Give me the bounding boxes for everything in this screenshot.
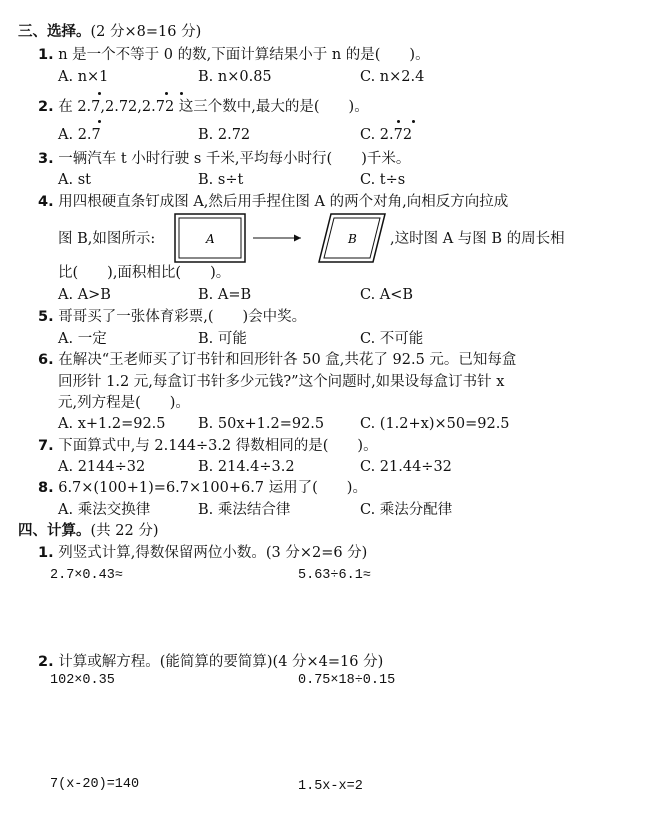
- repeating-decimal-dot: [98, 120, 101, 123]
- option-c: C. n×2.4: [360, 69, 425, 85]
- question-text: 用四根硬直条钉成图 A,然后用手捏住图 A 的两个对角,向相反方向拉成: [58, 194, 509, 210]
- repeating-decimal-dot: [98, 92, 101, 95]
- figure-b-label: B: [348, 232, 357, 246]
- question-number: 3.: [38, 151, 54, 167]
- question-8: [38, 478, 367, 498]
- repeating-decimal-dot: [165, 92, 168, 95]
- question-4: [38, 192, 508, 212]
- question-text: 在解决“王老师买了订书针和回形针各 50 盒,共花了 92.5 元。已知每盒: [58, 352, 517, 368]
- section-score: (共 22 分): [90, 523, 159, 539]
- question-3: [38, 149, 410, 169]
- option-b: B. n×0.85: [198, 69, 272, 85]
- equation: 1.5x-x=2: [298, 779, 363, 794]
- option-a: A. 乘法交换律: [58, 502, 151, 518]
- option-b: B. 2.72: [198, 127, 251, 143]
- question-1: [38, 45, 430, 65]
- question-4-line-2b: ,这时图 A 与图 B 的周长相: [390, 231, 565, 247]
- option-c: C. 乘法分配律: [360, 502, 453, 518]
- option-a: A. st: [58, 172, 91, 188]
- option-b: B. 50x+1.2=92.5: [198, 416, 325, 432]
- option-a: A. n×1: [58, 69, 109, 85]
- option-c: C. 21.44÷32: [360, 459, 452, 475]
- option-a: A. 一定: [58, 331, 107, 347]
- question-text: n 是一个不等于 0 的数,下面计算结果小于 n 的是( )。: [58, 47, 430, 63]
- question-number: 4.: [38, 194, 54, 210]
- option-c: C. A<B: [360, 287, 414, 303]
- section-3-header: [18, 22, 201, 42]
- repeating-decimal-dot: [397, 120, 400, 123]
- figure-a-label: A: [206, 232, 215, 246]
- option-c: C. 不可能: [360, 331, 424, 347]
- question-5: [38, 307, 306, 327]
- option-a: A. x+1.2=92.5: [58, 416, 166, 432]
- option-b: B. s÷t: [198, 172, 244, 188]
- repeating-decimal-dot: [412, 120, 415, 123]
- question-6-line-3: 元,列方程是( )。: [58, 395, 190, 411]
- question-number: 5.: [38, 309, 54, 325]
- question-6-line-2: 回形针 1.2 元,每盒订书针多少元钱?”这个问题时,如果设每盒订书针 x: [58, 374, 505, 390]
- question-text: 列竖式计算,得数保留两位小数。(3 分×2=6 分): [58, 545, 368, 561]
- option-b: B. A=B: [198, 287, 252, 303]
- option-c: C. 2.72: [360, 127, 413, 143]
- question-text: 计算或解方程。(能简算的要简算)(4 分×4=16 分): [58, 654, 384, 670]
- calc-1: [38, 543, 367, 563]
- option-c: C. t÷s: [360, 172, 406, 188]
- question-number: 2.: [38, 654, 54, 670]
- question-4-line-2a: 图 B,如图所示:: [58, 231, 156, 247]
- question-number: 7.: [38, 438, 54, 454]
- section-title: 三、选择。: [18, 23, 91, 40]
- option-a: A. A>B: [58, 287, 111, 303]
- calc-expression: 2.7×0.43≈: [50, 568, 123, 583]
- option-b: B. 可能: [198, 331, 247, 347]
- calc-expression: 0.75×18÷0.15: [298, 673, 396, 688]
- question-7: [38, 436, 378, 456]
- question-6: [38, 350, 516, 370]
- question-text: 一辆汽车 t 小时行驶 s 千米,平均每小时行( )千米。: [58, 151, 411, 167]
- calc-2: [38, 652, 383, 672]
- option-b: B. 214.4÷3.2: [198, 459, 295, 475]
- question-number: 1.: [38, 545, 54, 561]
- calc-expression: 5.63÷6.1≈: [298, 568, 371, 583]
- question-text: 下面算式中,与 2.144÷3.2 得数相同的是( )。: [58, 438, 378, 454]
- question-text: 哥哥买了一张体育彩票,( )会中奖。: [58, 309, 307, 325]
- calc-expression: 102×0.35: [50, 673, 115, 688]
- question-number: 1.: [38, 47, 54, 63]
- question-number: 8.: [38, 480, 54, 496]
- option-a: A. 2.7: [58, 127, 101, 143]
- question-4-line-3: 比( ),面积相比( )。: [58, 265, 231, 281]
- option-a: A. 2144÷32: [58, 459, 146, 475]
- repeating-decimal-dot: [180, 92, 183, 95]
- section-4-header: [18, 521, 158, 541]
- question-number: 6.: [38, 352, 54, 368]
- question-text: 在 2.7,2.72,2.72 这三个数中,最大的是( )。: [58, 99, 369, 115]
- option-c: C. (1.2+x)×50=92.5: [360, 416, 510, 432]
- question-text: 6.7×(100+1)=6.7×100+6.7 运用了( )。: [58, 480, 367, 496]
- equation: 7(x-20)=140: [50, 777, 140, 792]
- section-title: 四、计算。: [18, 522, 91, 539]
- question-2: [38, 97, 369, 117]
- rectangle-to-parallelogram-figure: [173, 212, 403, 266]
- arrow-head-icon: [294, 235, 301, 242]
- section-score: (2 分×8=16 分): [90, 24, 202, 40]
- option-b: B. 乘法结合律: [198, 502, 291, 518]
- question-number: 2.: [38, 99, 54, 115]
